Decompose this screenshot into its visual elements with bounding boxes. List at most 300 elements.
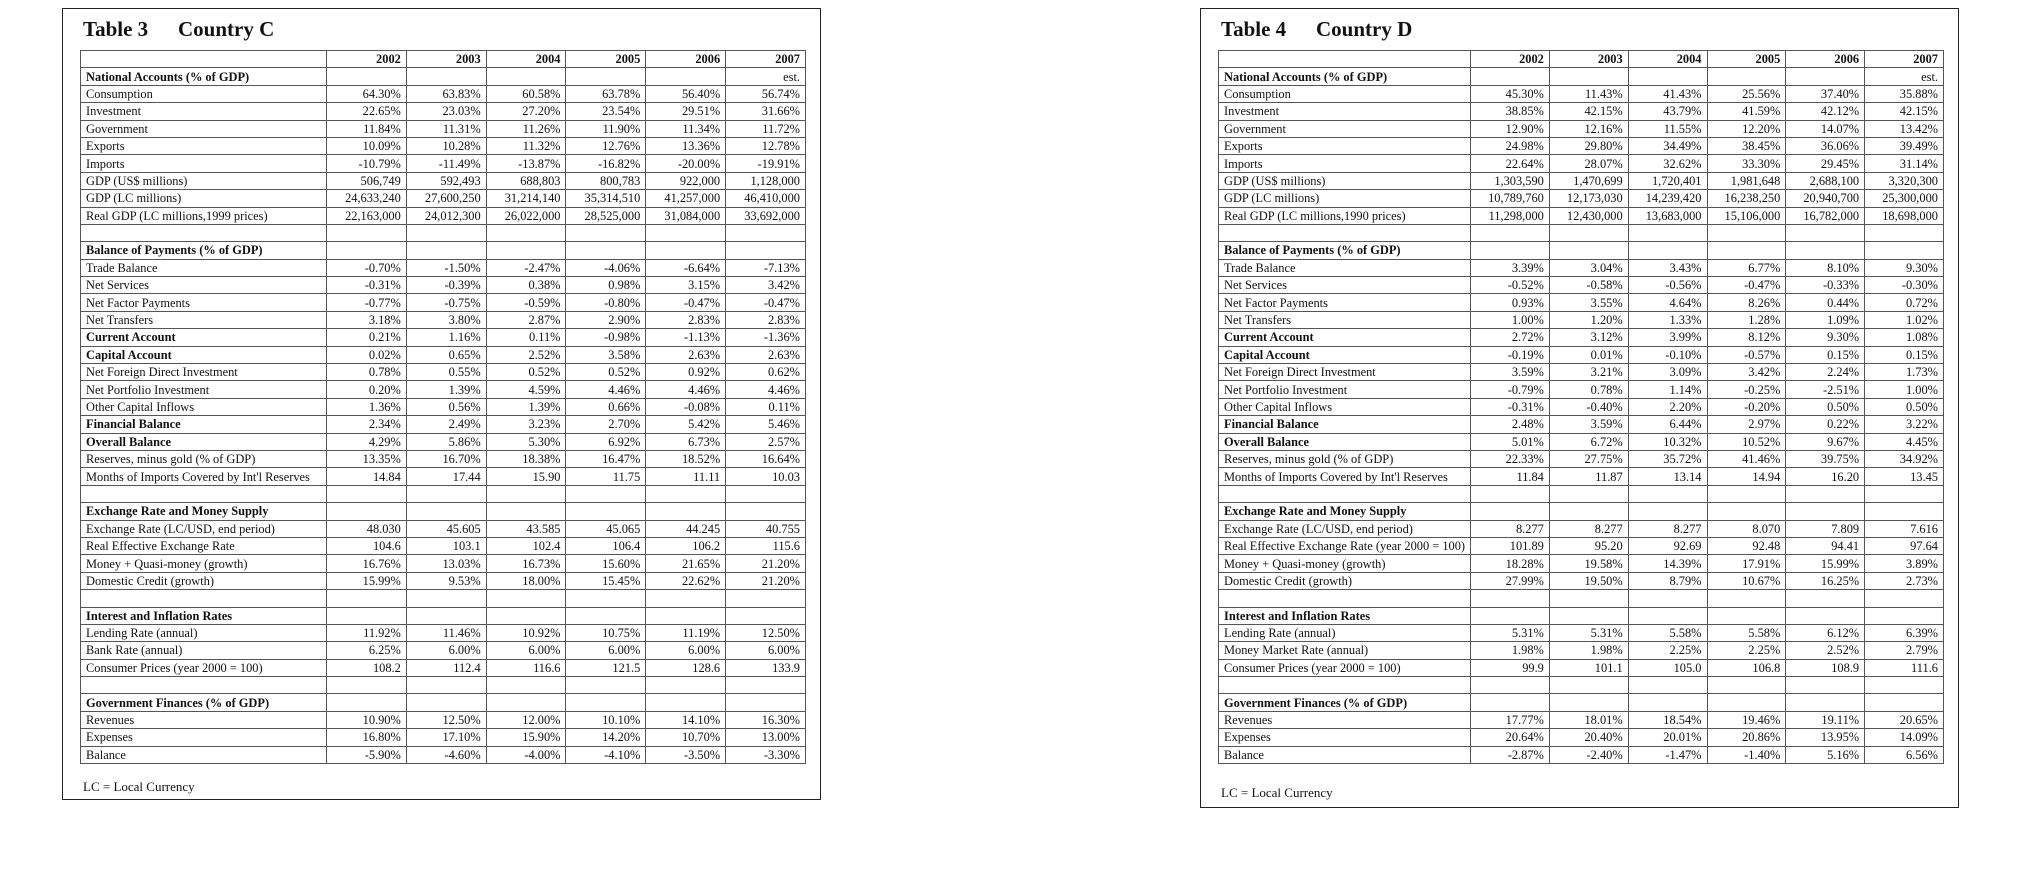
- value-cell: 16.30%: [726, 711, 806, 728]
- row-label: Net Transfers: [1219, 311, 1471, 328]
- value-cell: -0.31%: [327, 277, 407, 294]
- value-cell: -0.77%: [327, 294, 407, 311]
- value-cell: 0.72%: [1865, 294, 1944, 311]
- value-cell: 36.06%: [1786, 137, 1865, 154]
- value-cell: 0.52%: [486, 364, 566, 381]
- section-header-row: [1219, 503, 1944, 520]
- value-cell: 42.15%: [1549, 103, 1628, 120]
- value-cell: [646, 68, 726, 85]
- year-header: 2006: [646, 51, 726, 68]
- value-cell: [1707, 242, 1786, 259]
- row-label: Current Account: [81, 329, 327, 346]
- value-cell: 41.59%: [1707, 103, 1786, 120]
- value-cell: 0.22%: [1786, 416, 1865, 433]
- value-cell: 35,314,510: [566, 190, 646, 207]
- value-cell: 16.70%: [406, 450, 486, 467]
- value-cell: 11.92%: [327, 624, 407, 641]
- row-label: Money + Quasi-money (growth): [81, 555, 327, 572]
- value-cell: 4.45%: [1865, 433, 1944, 450]
- value-cell: [327, 68, 407, 85]
- value-cell: 6.00%: [486, 642, 566, 659]
- value-cell: 3.42%: [1707, 364, 1786, 381]
- value-cell: 6.00%: [406, 642, 486, 659]
- table-row: [1219, 190, 1944, 207]
- table-row: [1219, 729, 1944, 746]
- value-cell: 1.33%: [1628, 311, 1707, 328]
- value-cell: 3.15%: [646, 277, 726, 294]
- value-cell: 106.2: [646, 537, 726, 554]
- value-cell: 22.65%: [327, 103, 407, 120]
- value-cell: 26,022,000: [486, 207, 566, 224]
- value-cell: 1,303,590: [1471, 172, 1550, 189]
- value-cell: 4.46%: [646, 381, 726, 398]
- value-cell: [406, 590, 486, 607]
- value-cell: 16.76%: [327, 555, 407, 572]
- value-cell: [1549, 694, 1628, 711]
- value-cell: 108.2: [327, 659, 407, 676]
- value-cell: 11.34%: [646, 120, 726, 137]
- value-cell: 3.55%: [1549, 294, 1628, 311]
- row-label: Reserves, minus gold (% of GDP): [1219, 450, 1471, 467]
- value-cell: 0.11%: [726, 398, 806, 415]
- value-cell: [1707, 677, 1786, 694]
- value-cell: [1707, 694, 1786, 711]
- value-cell: 13.45: [1865, 468, 1944, 485]
- value-cell: [1786, 677, 1865, 694]
- row-label: Exports: [1219, 137, 1471, 154]
- spacer-row: [81, 590, 806, 607]
- value-cell: -3.30%: [726, 746, 806, 763]
- value-cell: 16.20: [1786, 468, 1865, 485]
- value-cell: 2.48%: [1471, 416, 1550, 433]
- value-cell: 11.19%: [646, 624, 726, 641]
- value-cell: 101.1: [1549, 659, 1628, 676]
- value-cell: 10.52%: [1707, 433, 1786, 450]
- value-cell: 10.03: [726, 468, 806, 485]
- value-cell: 3,320,300: [1865, 172, 1944, 189]
- value-cell: 16.64%: [726, 450, 806, 467]
- value-cell: [486, 68, 566, 85]
- value-cell: 104.6: [327, 537, 407, 554]
- row-label: [81, 485, 327, 502]
- value-cell: 43.585: [486, 520, 566, 537]
- section-header-row: [1219, 607, 1944, 624]
- value-cell: 3.22%: [1865, 416, 1944, 433]
- row-label: GDP (LC millions): [1219, 190, 1471, 207]
- value-cell: 11.75: [566, 468, 646, 485]
- value-cell: [566, 485, 646, 502]
- value-cell: -0.47%: [726, 294, 806, 311]
- value-cell: 13.00%: [726, 729, 806, 746]
- value-cell: 0.92%: [646, 364, 726, 381]
- value-cell: -0.30%: [1865, 277, 1944, 294]
- value-cell: [1707, 590, 1786, 607]
- value-cell: 14.10%: [646, 711, 726, 728]
- value-cell: 20,940,700: [1786, 190, 1865, 207]
- table-row: [1219, 711, 1944, 728]
- value-cell: 20.64%: [1471, 729, 1550, 746]
- value-cell: 922,000: [646, 172, 726, 189]
- value-cell: 8.79%: [1628, 572, 1707, 589]
- table-row: [81, 642, 806, 659]
- value-cell: 28.07%: [1549, 155, 1628, 172]
- value-cell: [1865, 677, 1944, 694]
- row-label: Exchange Rate (LC/USD, end period): [81, 520, 327, 537]
- value-cell: 29.45%: [1786, 155, 1865, 172]
- value-cell: [726, 224, 806, 241]
- value-cell: 6.77%: [1707, 259, 1786, 276]
- value-cell: [406, 503, 486, 520]
- year-header: 2002: [1471, 51, 1550, 68]
- value-cell: [566, 607, 646, 624]
- value-cell: 3.59%: [1549, 416, 1628, 433]
- value-cell: 17.77%: [1471, 711, 1550, 728]
- row-label: Net Factor Payments: [81, 294, 327, 311]
- value-cell: 2.52%: [486, 346, 566, 363]
- value-cell: 12.16%: [1549, 120, 1628, 137]
- row-label: GDP (LC millions): [81, 190, 327, 207]
- value-cell: 10.90%: [327, 711, 407, 728]
- value-cell: 97.64: [1865, 537, 1944, 554]
- value-cell: 63.83%: [406, 85, 486, 102]
- value-cell: [486, 224, 566, 241]
- value-cell: -11.49%: [406, 155, 486, 172]
- value-cell: 11.87: [1549, 468, 1628, 485]
- value-cell: [1471, 224, 1550, 241]
- value-cell: [646, 224, 726, 241]
- value-cell: 11.55%: [1628, 120, 1707, 137]
- value-cell: 6.39%: [1865, 624, 1944, 641]
- value-cell: 0.52%: [566, 364, 646, 381]
- row-label: Current Account: [1219, 329, 1471, 346]
- value-cell: 111.6: [1865, 659, 1944, 676]
- table-row: [1219, 468, 1944, 485]
- value-cell: 0.11%: [486, 329, 566, 346]
- value-cell: 1.28%: [1707, 311, 1786, 328]
- value-cell: 0.20%: [327, 381, 407, 398]
- value-cell: 16,238,250: [1707, 190, 1786, 207]
- year-header: 2004: [486, 51, 566, 68]
- spacer-row: [1219, 224, 1944, 241]
- value-cell: 14.20%: [566, 729, 646, 746]
- value-cell: 5.58%: [1707, 624, 1786, 641]
- country-c-panel: [62, 8, 821, 800]
- row-label: Trade Balance: [1219, 259, 1471, 276]
- value-cell: -19.91%: [726, 155, 806, 172]
- value-cell: 2.20%: [1628, 398, 1707, 415]
- value-cell: 5.42%: [646, 416, 726, 433]
- value-cell: 14,239,420: [1628, 190, 1707, 207]
- country-d-table: [1218, 50, 1944, 764]
- row-label: Net Services: [81, 277, 327, 294]
- row-label: Trade Balance: [81, 259, 327, 276]
- value-cell: 0.21%: [327, 329, 407, 346]
- value-cell: [1549, 224, 1628, 241]
- value-cell: [646, 607, 726, 624]
- row-label: Imports: [1219, 155, 1471, 172]
- table-row: [81, 190, 806, 207]
- value-cell: [1628, 485, 1707, 502]
- value-cell: 1.16%: [406, 329, 486, 346]
- value-cell: [566, 242, 646, 259]
- value-cell: 18.00%: [486, 572, 566, 589]
- value-cell: 116.6: [486, 659, 566, 676]
- table-row: [81, 520, 806, 537]
- row-label: Real GDP (LC millions,1999 prices): [81, 207, 327, 224]
- value-cell: 11.31%: [406, 120, 486, 137]
- value-cell: [327, 503, 407, 520]
- value-cell: 13,683,000: [1628, 207, 1707, 224]
- value-cell: 10.10%: [566, 711, 646, 728]
- row-label: Consumption: [81, 85, 327, 102]
- value-cell: [486, 694, 566, 711]
- value-cell: [566, 677, 646, 694]
- value-cell: [646, 694, 726, 711]
- row-label: Expenses: [1219, 729, 1471, 746]
- value-cell: [1786, 590, 1865, 607]
- value-cell: [1549, 68, 1628, 85]
- value-cell: -4.06%: [566, 259, 646, 276]
- value-cell: -1.13%: [646, 329, 726, 346]
- value-cell: -13.87%: [486, 155, 566, 172]
- value-cell: 11.32%: [486, 137, 566, 154]
- value-cell: [726, 590, 806, 607]
- value-cell: [1628, 607, 1707, 624]
- value-cell: 4.64%: [1628, 294, 1707, 311]
- value-cell: [1707, 607, 1786, 624]
- value-cell: 15.45%: [566, 572, 646, 589]
- value-cell: [327, 224, 407, 241]
- value-cell: 8.277: [1549, 520, 1628, 537]
- value-cell: 6.00%: [726, 642, 806, 659]
- value-cell: 18,698,000: [1865, 207, 1944, 224]
- value-cell: 2.52%: [1786, 642, 1865, 659]
- value-cell: 0.01%: [1549, 346, 1628, 363]
- row-label: Net Factor Payments: [1219, 294, 1471, 311]
- value-cell: [327, 485, 407, 502]
- value-cell: 2.24%: [1786, 364, 1865, 381]
- value-cell: 13.42%: [1865, 120, 1944, 137]
- value-cell: 39.49%: [1865, 137, 1944, 154]
- spacer-row: [81, 677, 806, 694]
- table-row: [1219, 450, 1944, 467]
- value-cell: 0.38%: [486, 277, 566, 294]
- value-cell: 35.72%: [1628, 450, 1707, 467]
- row-label: Interest and Inflation Rates: [1219, 607, 1471, 624]
- header-label-cell: [1219, 51, 1471, 68]
- value-cell: 506,749: [327, 172, 407, 189]
- value-cell: [1786, 503, 1865, 520]
- value-cell: 688,803: [486, 172, 566, 189]
- value-cell: 0.50%: [1786, 398, 1865, 415]
- row-label: [1219, 677, 1471, 694]
- value-cell: [566, 68, 646, 85]
- value-cell: [1628, 590, 1707, 607]
- row-label: Imports: [81, 155, 327, 172]
- table-number: Table 4: [1221, 17, 1287, 41]
- value-cell: [406, 607, 486, 624]
- value-cell: [1786, 694, 1865, 711]
- row-label: Exchange Rate (LC/USD, end period): [1219, 520, 1471, 537]
- value-cell: 35.88%: [1865, 85, 1944, 102]
- value-cell: [1549, 607, 1628, 624]
- value-cell: 12.50%: [406, 711, 486, 728]
- row-label: Balance of Payments (% of GDP): [1219, 242, 1471, 259]
- table-row: [1219, 624, 1944, 641]
- value-cell: 28,525,000: [566, 207, 646, 224]
- value-cell: 12.20%: [1707, 120, 1786, 137]
- table-row: [81, 120, 806, 137]
- table-row: [81, 537, 806, 554]
- value-cell: 11.84%: [327, 120, 407, 137]
- value-cell: [1471, 677, 1550, 694]
- row-label: Real Effective Exchange Rate (year 2000 = 100): [1219, 537, 1471, 554]
- value-cell: 20.40%: [1549, 729, 1628, 746]
- table-row: [1219, 659, 1944, 676]
- value-cell: 92.48: [1707, 537, 1786, 554]
- value-cell: [726, 694, 806, 711]
- row-label: Overall Balance: [81, 433, 327, 450]
- table-row: [1219, 381, 1944, 398]
- year-header: 2004: [1628, 51, 1707, 68]
- row-label: Overall Balance: [1219, 433, 1471, 450]
- value-cell: -3.50%: [646, 746, 726, 763]
- value-cell: 48.030: [327, 520, 407, 537]
- row-label: National Accounts (% of GDP): [81, 68, 327, 85]
- value-cell: [1786, 68, 1865, 85]
- value-cell: -0.98%: [566, 329, 646, 346]
- value-cell: [726, 607, 806, 624]
- value-cell: 3.09%: [1628, 364, 1707, 381]
- table-row: [1219, 85, 1944, 102]
- value-cell: 2.73%: [1865, 572, 1944, 589]
- value-cell: 31.66%: [726, 103, 806, 120]
- value-cell: 17.91%: [1707, 555, 1786, 572]
- value-cell: 99.9: [1471, 659, 1550, 676]
- value-cell: 800,783: [566, 172, 646, 189]
- value-cell: 19.58%: [1549, 555, 1628, 572]
- value-cell: 13.35%: [327, 450, 407, 467]
- table-row: [1219, 207, 1944, 224]
- value-cell: 29.51%: [646, 103, 726, 120]
- value-cell: 13.14: [1628, 468, 1707, 485]
- value-cell: [486, 590, 566, 607]
- row-label: Net Transfers: [81, 311, 327, 328]
- value-cell: 11,298,000: [1471, 207, 1550, 224]
- value-cell: -1.36%: [726, 329, 806, 346]
- value-cell: -1.47%: [1628, 746, 1707, 763]
- table-number: Table 3: [83, 17, 149, 41]
- table-row: [1219, 329, 1944, 346]
- section-header-row: [1219, 68, 1944, 85]
- value-cell: [1628, 242, 1707, 259]
- value-cell: 8.277: [1628, 520, 1707, 537]
- table-row: [81, 572, 806, 589]
- value-cell: [406, 68, 486, 85]
- value-cell: [1865, 590, 1944, 607]
- value-cell: 21.20%: [726, 572, 806, 589]
- value-cell: 43.79%: [1628, 103, 1707, 120]
- value-cell: [327, 590, 407, 607]
- value-cell: [1549, 242, 1628, 259]
- row-label: Capital Account: [81, 346, 327, 363]
- value-cell: 42.15%: [1865, 103, 1944, 120]
- value-cell: 13.36%: [646, 137, 726, 154]
- value-cell: 3.39%: [1471, 259, 1550, 276]
- row-label: Revenues: [81, 711, 327, 728]
- row-label: [81, 224, 327, 241]
- value-cell: [486, 503, 566, 520]
- table-row: [1219, 537, 1944, 554]
- value-cell: [646, 242, 726, 259]
- value-cell: 2.63%: [646, 346, 726, 363]
- table-row: [1219, 103, 1944, 120]
- value-cell: 7.616: [1865, 520, 1944, 537]
- value-cell: 0.15%: [1786, 346, 1865, 363]
- row-label: Lending Rate (annual): [1219, 624, 1471, 641]
- value-cell: 10,789,760: [1471, 190, 1550, 207]
- header-row: [1219, 51, 1944, 68]
- value-cell: 64.30%: [327, 85, 407, 102]
- value-cell: [646, 485, 726, 502]
- value-cell: [1471, 242, 1550, 259]
- section-header-row: [1219, 242, 1944, 259]
- value-cell: 6.00%: [566, 642, 646, 659]
- value-cell: 112.4: [406, 659, 486, 676]
- value-cell: 14.09%: [1865, 729, 1944, 746]
- value-cell: [726, 242, 806, 259]
- value-cell: 21.65%: [646, 555, 726, 572]
- table-row: [81, 259, 806, 276]
- value-cell: -0.08%: [646, 398, 726, 415]
- table-row: [81, 329, 806, 346]
- value-cell: 46,410,000: [726, 190, 806, 207]
- row-label: Other Capital Inflows: [81, 398, 327, 415]
- section-header-row: [81, 607, 806, 624]
- value-cell: 14.07%: [1786, 120, 1865, 137]
- value-cell: [1865, 607, 1944, 624]
- row-label: Exports: [81, 137, 327, 154]
- value-cell: 9.67%: [1786, 433, 1865, 450]
- value-cell: 12.50%: [726, 624, 806, 641]
- value-cell: 95.20: [1549, 537, 1628, 554]
- row-label: Revenues: [1219, 711, 1471, 728]
- section-header-row: [81, 68, 806, 85]
- row-label: Government Finances (% of GDP): [1219, 694, 1471, 711]
- table-title: [83, 17, 274, 42]
- row-label: GDP (US$ millions): [81, 172, 327, 189]
- table-row: [1219, 311, 1944, 328]
- value-cell: 15.99%: [327, 572, 407, 589]
- value-cell: 2.97%: [1707, 416, 1786, 433]
- row-label: Domestic Credit (growth): [81, 572, 327, 589]
- value-cell: 105.0: [1628, 659, 1707, 676]
- table-row: [1219, 642, 1944, 659]
- value-cell: 41.43%: [1628, 85, 1707, 102]
- row-label: Money Market Rate (annual): [1219, 642, 1471, 659]
- value-cell: 3.12%: [1549, 329, 1628, 346]
- value-cell: [566, 590, 646, 607]
- value-cell: 1.08%: [1865, 329, 1944, 346]
- value-cell: -0.58%: [1549, 277, 1628, 294]
- value-cell: 20.01%: [1628, 729, 1707, 746]
- value-cell: [1628, 503, 1707, 520]
- value-cell: 5.31%: [1549, 624, 1628, 641]
- value-cell: 19.46%: [1707, 711, 1786, 728]
- value-cell: 8.277: [1471, 520, 1550, 537]
- table-row: [81, 624, 806, 641]
- value-cell: [1786, 242, 1865, 259]
